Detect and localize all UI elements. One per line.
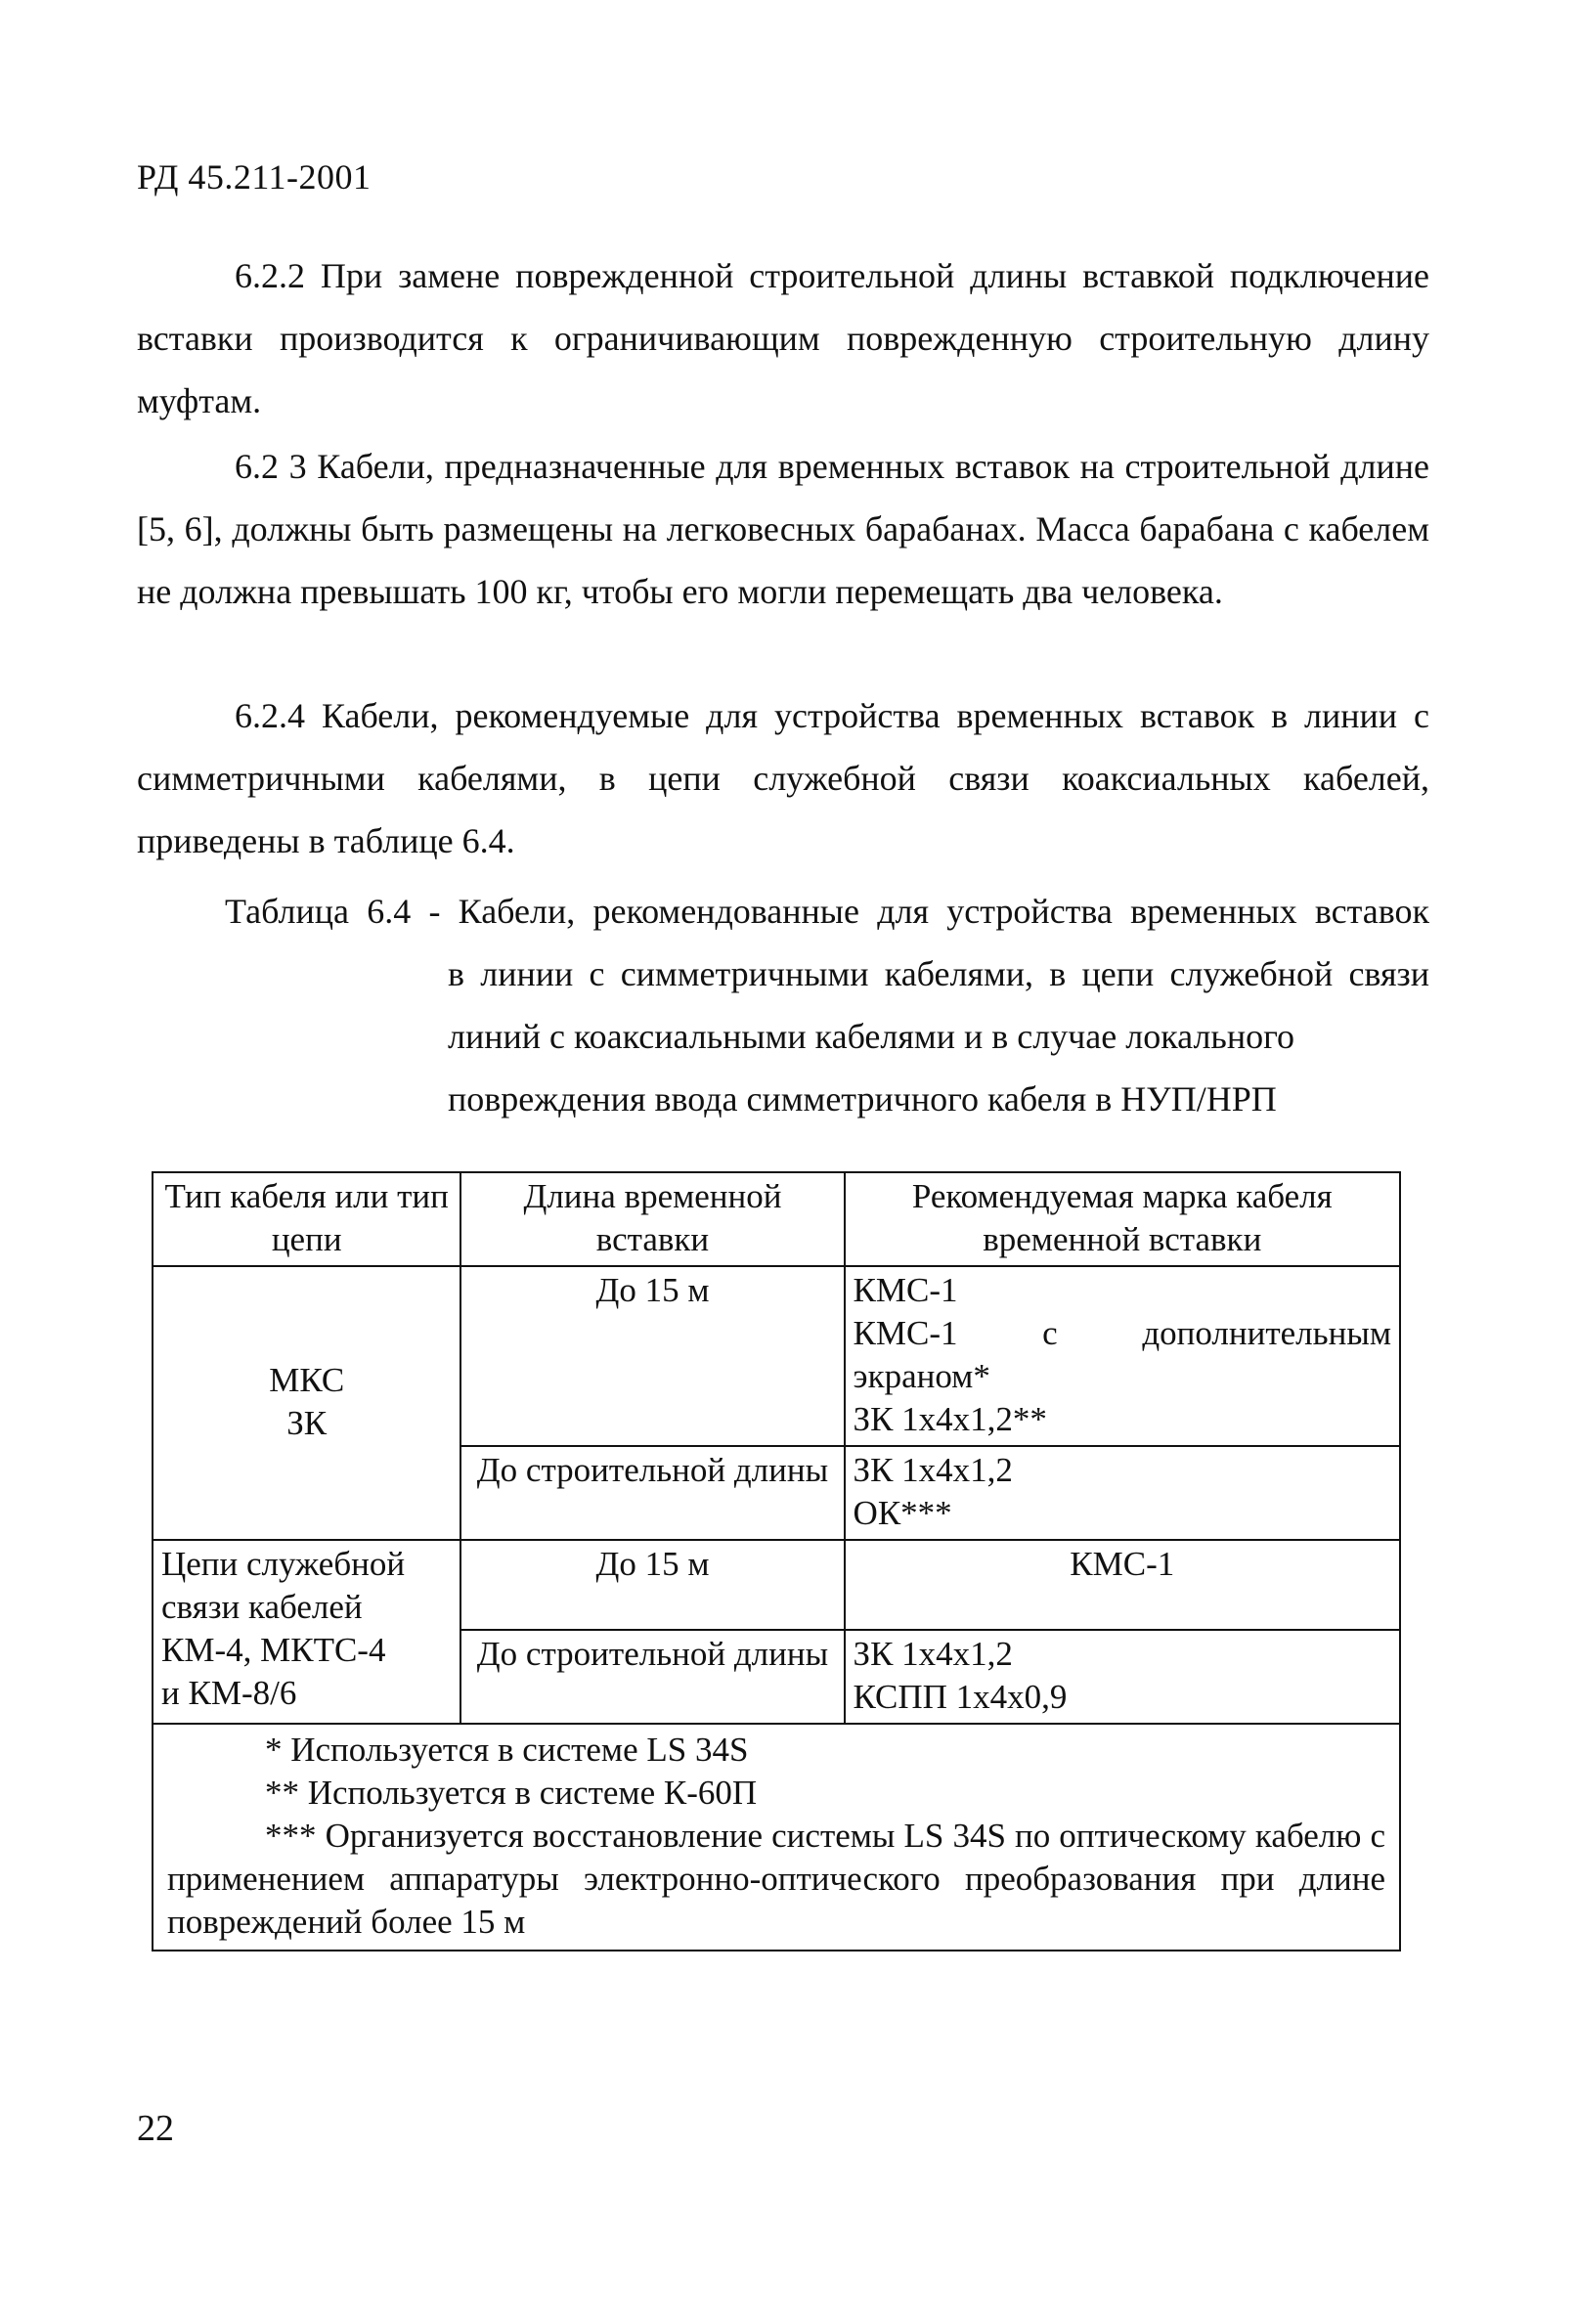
group2-type-cell [153, 1540, 460, 1724]
group2-type-line3: КМ-4, МКТС-4 [161, 1631, 386, 1669]
table-caption-last: повреждения ввода симметричного кабеля в НУП/НРП [448, 1079, 1277, 1118]
group2-row2-length: До строительной длины [460, 1630, 844, 1724]
group1-row1-length: До 15 м [460, 1266, 844, 1446]
group1-row1-brand-line1: КМС-1 [853, 1271, 958, 1309]
group1-type-cell [153, 1266, 460, 1540]
group2-row1-length: До 15 м [460, 1540, 844, 1630]
group2-row2-brand-cell [845, 1630, 1400, 1724]
table-notes-row [153, 1724, 1400, 1951]
document-code: РД 45.211-2001 [137, 157, 372, 197]
group1-type-line2: ЗК [286, 1404, 328, 1442]
group1-row1-brand-line4: ЗК 1х4х1,2** [853, 1400, 1047, 1438]
group1-row1-brand-line3: экраном* [853, 1357, 990, 1395]
paragraph-text: 6.2.4 Кабели, рекомендуемые для устройства временных вставок в линии с симметричными кабелями, в цепи служебной связи коаксиальных кабелей, приведены в таблице 6.4. [137, 696, 1429, 860]
group1-row2-brand-cell [845, 1446, 1400, 1540]
group2-row2-brand-line1: ЗК 1х4х1,2 [853, 1635, 1013, 1673]
paragraph-text: 6.2.2 При замене поврежденной строительной длины вставкой подключение вставки производится к ограничивающим поврежденную строительную длину муфтам. [137, 256, 1429, 420]
table-caption-body: в линии с симметричными кабелями, в цепи служебной связи линий с коаксиальными кабелями и в случае локального [448, 954, 1429, 1056]
group1-type-line1: МКС [269, 1361, 345, 1399]
table-caption-line1: Таблица 6.4 - Кабели, рекомендованные для устройства временных вставок [225, 892, 1429, 931]
group2-row1-brand: КМС-1 [845, 1540, 1400, 1630]
header-cable-brand: Рекомендуемая марка кабеля временной вставки [845, 1172, 1400, 1266]
paragraph-6-2-3 [137, 435, 1429, 628]
table-caption-rest [448, 943, 1429, 1130]
group2-type-line4: и КМ-8/6 [161, 1674, 297, 1712]
table-note-3: *** Организуется восстановление системы LS 34S по оптическому кабелю с применением аппаратуры электронно-оптического преобразования при длине повреждений более 15 м [167, 1817, 1385, 1941]
group1-row2-length: До строительной длины [460, 1446, 844, 1540]
group1-row2-brand-line1: ЗК 1х4х1,2 [853, 1451, 1013, 1489]
table-row [153, 1540, 1400, 1630]
table-note-1: * Используется в системе LS 34S [265, 1731, 749, 1769]
group1-row1-brand-line2: КМС-1 с дополнительным [853, 1314, 1391, 1352]
group2-row2-brand-line2: КСПП 1х4х0,9 [853, 1678, 1068, 1716]
group1-row2-brand-line2: ОК*** [853, 1494, 952, 1532]
group2-type-line1: Цепи служебной [161, 1545, 406, 1583]
paragraph-6-2-2 [137, 244, 1429, 437]
cables-table [152, 1171, 1401, 1951]
page-number: 22 [137, 2108, 174, 2149]
table-caption [225, 880, 1429, 1130]
table-header-row [153, 1172, 1400, 1266]
header-cable-type: Тип кабеля или тип цепи [153, 1172, 460, 1266]
table-notes-cell [153, 1724, 1400, 1951]
paragraph-6-2-4 [137, 684, 1429, 877]
paragraph-text: 6.2 3 Кабели, предназначенные для временных вставок на строительной длине [5, 6], должны быть размещены на легковесных барабанах. Масса барабана с кабелем не должна превышать 100 кг, чтобы его могли перемещать два человека. [137, 447, 1429, 611]
table-row [153, 1266, 1400, 1446]
table-note-2: ** Используется в системе К-60П [265, 1774, 758, 1812]
group2-type-line2: связи кабелей [161, 1588, 363, 1626]
header-insert-length: Длина временной вставки [460, 1172, 844, 1266]
group1-row1-brand-cell [845, 1266, 1400, 1446]
